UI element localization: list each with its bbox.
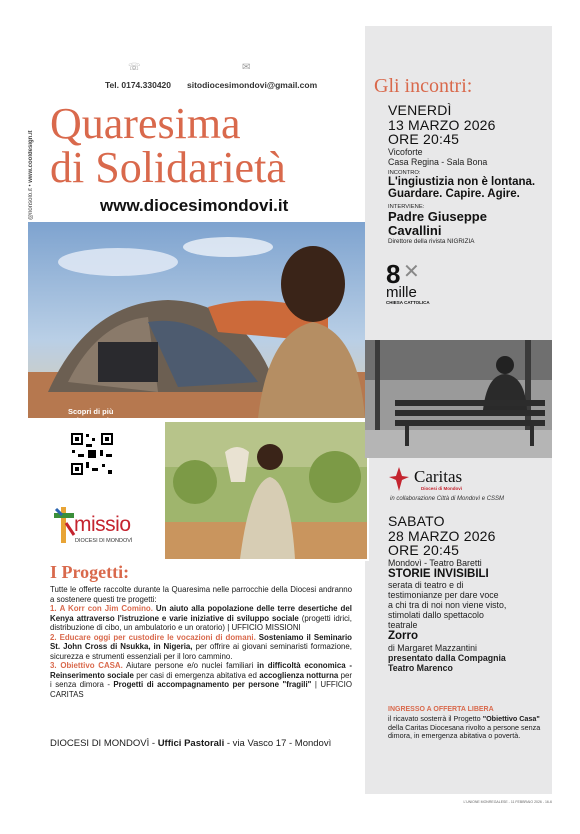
photo-child-kenya bbox=[28, 222, 365, 418]
progetto-3: 3. Obiettivo CASA. Aiutare persone e/o nuclei familiari in difficoltà economica - Reinserimento sociale per casi di emergenza abitativa ed accoglienza notturna per i senza dimora - Progetti di accompagnamento per persone "fragili" | UFFICIO CARITAS bbox=[50, 661, 352, 699]
event-1 bbox=[388, 103, 535, 245]
phone-number: Tel. 0174.330420 bbox=[105, 80, 172, 90]
title-line-2: di Solidarietà bbox=[50, 143, 286, 192]
missio-cross-icon bbox=[52, 505, 76, 545]
qr-code[interactable] bbox=[68, 430, 116, 478]
event-2-title: STORIE INVISIBILI bbox=[388, 567, 489, 580]
progetti-intro: Tutte le offerte raccolte durante la Quaresima nelle parrocchie della Diocesi andranno a sostenere questi tre progetti: bbox=[50, 585, 352, 604]
incontri-heading: Gli incontri: bbox=[374, 75, 473, 97]
missio-logo: missio DIOCESI DI MONDOVÌ bbox=[52, 505, 76, 550]
entry-label: INGRESSO A OFFERTA LIBERA bbox=[388, 706, 494, 713]
event-1-guest-1: Padre Giuseppe bbox=[388, 208, 487, 224]
progetto-2: 2. Educare oggi per custodire le vocazioni di domani. Sosteniamo il Seminario St. John Cross di Nsukka, in Nigeria, per offrire ai giovani seminaristi formazione, sicurezza e strumenti essenziali per il loro cammino. bbox=[50, 632, 352, 661]
event-2: SABATO 28 MARZO 2026 ORE 20:45 Mondovì - Teatro Baretti STORIE INVISIBILI serata di teatro e di testimonianze per dare voce a chi tra di noi non viene visto, stimolati dallo spettacolo teatrale Zorro di Margaret Mazzantini presentato dalla Compagnia Teatro Marenco bbox=[388, 513, 507, 673]
event-1-kind-label: INCONTRO: bbox=[388, 169, 421, 176]
event-1-venue: Casa Regina - Sala Bona bbox=[388, 156, 488, 167]
progetti-heading: I Progetti: bbox=[50, 562, 130, 582]
otto-per-mille-logo: 8 ✕ mille CHIESA CATTOLICA bbox=[386, 259, 430, 305]
footer-address: DIOCESI DI MONDOVÌ - Uffici Pastorali - via Vasco 17 - Mondovì bbox=[50, 738, 332, 749]
phone-icon: ☏ bbox=[128, 62, 141, 73]
event-1-time: ORE 20:45 bbox=[388, 131, 460, 147]
progetti-body bbox=[50, 585, 352, 699]
event-1-guest-2: Cavallini bbox=[388, 222, 442, 238]
photo-woman-water bbox=[163, 420, 369, 561]
photo-bench-man bbox=[365, 340, 552, 458]
event-2-place: Mondovì - Teatro Baretti bbox=[388, 557, 482, 568]
page-credit: L'UNIONE MONREGALESE - 11 FEBBRAIO 2026 - 16-6 bbox=[463, 800, 552, 804]
progetto-1: 1. A Korr con Jim Comino. Un aiuto alla popolazione delle terre desertiche del Kenya attraverso l'istruzione e varie iniziative di sviluppo sociale (progetti idrici, distribuzione di cibo, un ambulatorio e un oratorio) | UFFICIO MISSIONI bbox=[50, 604, 352, 632]
event-2-author: di Margaret Mazzantini bbox=[388, 642, 477, 653]
event-1-guest-label: INTERVIENE: bbox=[388, 203, 425, 210]
entry-text: il ricavato sosterrà il Progetto "Obiettivo Casa" della Caritas Diocesana rivolto a persone senza dimora, in emergenza abitativa o povertà. bbox=[388, 714, 541, 741]
x-icon: ✕ bbox=[403, 261, 420, 283]
event-1-title-1: L'ingiustizia non è lontana. bbox=[388, 175, 536, 188]
email-address[interactable]: sitodiocesimondovi@gmail.com bbox=[187, 80, 318, 90]
event-2-company-1: presentato dalla Compagnia bbox=[388, 652, 506, 663]
event-2-company-2: Teatro Marenco bbox=[388, 662, 453, 673]
event-1-guest-role: Direttore della rivista NIGRIZIA bbox=[388, 237, 475, 245]
event-2-time: ORE 20:45 bbox=[388, 542, 460, 558]
caritas-logo: Caritas Diocesi di Mondovì in collaborazione Città di Mondovì e CSSM bbox=[390, 467, 505, 502]
website-url[interactable]: www.diocesimondovi.it bbox=[100, 196, 289, 215]
event-1-day: VENERDÌ bbox=[388, 102, 452, 118]
caritas-cross-icon bbox=[388, 466, 410, 492]
event-1-place: Vicoforte bbox=[388, 146, 423, 157]
title-line-1: Quaresima bbox=[50, 99, 241, 148]
event-2-day: SABATO bbox=[388, 513, 445, 529]
event-2-date: 28 MARZO 2026 bbox=[388, 527, 496, 544]
qr-caption: Scopri di più sui progetti bbox=[68, 407, 114, 425]
event-1-date: 13 MARZO 2026 bbox=[388, 116, 496, 133]
vertical-credit: @nonsolo.it • www.cooldesign.it bbox=[28, 130, 34, 220]
event-1-title-2: Guardare. Capire. Agire. bbox=[388, 188, 520, 200]
event-2-show: Zorro bbox=[388, 630, 419, 642]
mail-icon: ✉ bbox=[242, 62, 251, 73]
